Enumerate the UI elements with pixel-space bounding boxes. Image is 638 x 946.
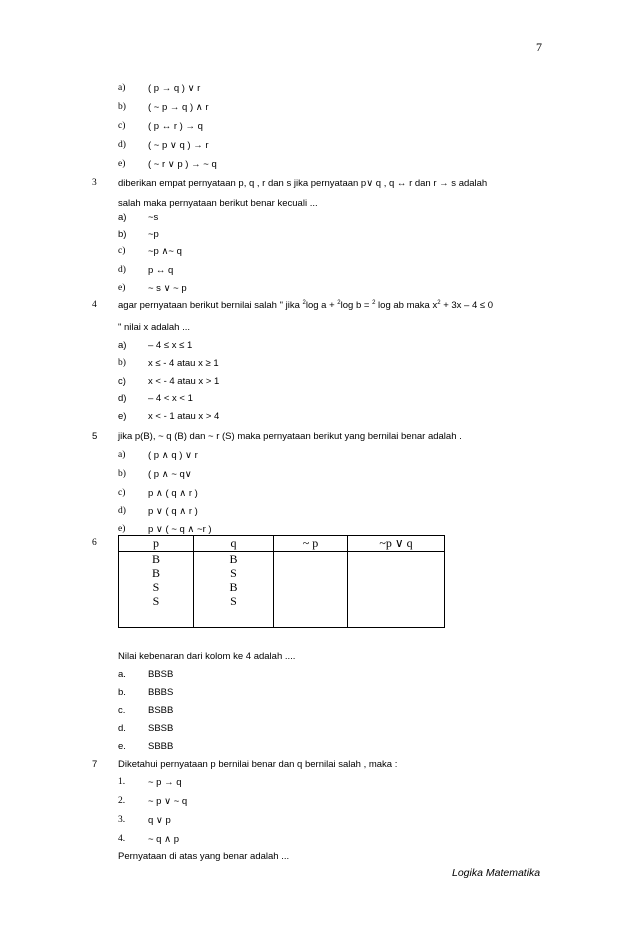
option-text: – 4 < x < 1 <box>148 393 193 404</box>
table-cell-not-p <box>274 552 348 628</box>
table-header: p <box>119 536 194 552</box>
question-number: 7 <box>92 759 98 770</box>
option-text: p ∧ ( q ∧ r ) <box>148 488 198 499</box>
option-label: b. <box>118 687 126 698</box>
option-text: BBSB <box>148 669 174 680</box>
question-number: 3 <box>92 178 97 188</box>
item-label: 3. <box>118 815 126 825</box>
option-label: c) <box>118 246 126 256</box>
option-text: ( p ↔ r ) → q <box>148 121 203 132</box>
option-text: ~p <box>148 229 159 240</box>
question-number: 6 <box>92 538 97 548</box>
option-text: ~s <box>148 212 159 223</box>
cell-value: B <box>229 552 238 566</box>
option-label: d) <box>118 393 127 404</box>
item-text: ~ p → q <box>148 777 182 788</box>
option-text: ~ s ∨ ~ p <box>148 283 187 294</box>
option-label: e) <box>118 283 126 293</box>
question-number: 5 <box>92 431 98 442</box>
option-label: b) <box>118 102 126 112</box>
option-label: c) <box>118 121 126 131</box>
cell-value: S <box>230 594 237 608</box>
option-text: x < - 4 atau x > 1 <box>148 376 220 387</box>
option-label: b) <box>118 358 126 368</box>
option-label: a) <box>118 83 126 93</box>
question-number: 4 <box>92 300 97 310</box>
option-text: p ↔ q <box>148 265 174 276</box>
truth-table <box>118 535 445 628</box>
option-label: d. <box>118 723 126 734</box>
option-label: e) <box>118 524 126 534</box>
cell-value: B <box>229 580 238 594</box>
option-label: c. <box>118 705 126 716</box>
option-label: e. <box>118 741 126 752</box>
cell-value: S <box>230 566 237 580</box>
question-text: Nilai kebenaran dari kolom ke 4 adalah .... <box>118 651 296 662</box>
option-label: e) <box>118 159 126 169</box>
table-header: ~p ∨ q <box>348 536 445 552</box>
option-text: x ≤ - 4 atau x ≥ 1 <box>148 358 219 369</box>
option-label: b) <box>118 229 127 240</box>
table-header: q <box>194 536 274 552</box>
table-header-row <box>119 536 445 552</box>
option-text: – 4 ≤ x ≤ 1 <box>148 340 193 351</box>
option-text: ( p ∧ ~ q∨ <box>148 469 192 480</box>
option-label: e) <box>118 411 127 422</box>
option-text: ( p ∧ q ) ∨ r <box>148 450 198 461</box>
closing-text: Pernyataan di atas yang benar adalah ... <box>118 851 290 862</box>
option-text: BBBS <box>148 687 174 698</box>
table-cell-not-p-or-q <box>348 552 445 628</box>
option-label: d) <box>118 140 126 150</box>
option-label: a. <box>118 669 126 680</box>
question-text: diberikan empat pernyataan p, q , r dan s jika pernyataan p∨ q , q ↔ r dan r → s adalah <box>118 178 488 189</box>
item-label: 2. <box>118 796 126 806</box>
footer-title: Logika Matematika <box>452 867 541 879</box>
option-text: SBBB <box>148 741 174 752</box>
item-text: ~ p ∨ ~ q <box>148 796 188 807</box>
option-text: ( ~ r ∨ p ) → ~ q <box>148 159 217 170</box>
option-text: ( ~ p → q ) ∧ r <box>148 102 209 113</box>
option-text: ( ~ p ∨ q ) → r <box>148 140 209 151</box>
option-label: c) <box>118 488 126 498</box>
option-label: a) <box>118 212 127 223</box>
question-text: salah maka pernyataan berikut benar kecuali ... <box>118 198 318 209</box>
item-label: 1. <box>118 777 126 787</box>
page-number: 7 <box>536 40 542 54</box>
option-label: b) <box>118 469 126 479</box>
option-label: d) <box>118 265 126 275</box>
question-text: agar pernyataan berikut bernilai salah " jika $^2$log a + $^2$log b = $^2$ log ab maka $x^2 + 3x - 4 \le 0$ <box>118 300 494 312</box>
cell-value: S <box>152 580 160 594</box>
cell-value: B <box>151 566 160 580</box>
option-text: p ∨ ( ~ q ∧ ~r ) <box>148 524 212 535</box>
option-label: d) <box>118 506 126 516</box>
option-label: a) <box>118 450 126 460</box>
question-text: Diketahui pernyataan p bernilai benar dan q bernilai salah , maka : <box>118 759 398 770</box>
option-text: ~p ∧~ q <box>148 246 182 257</box>
option-text: x < - 1 atau x > 4 <box>148 411 220 422</box>
item-label: 4. <box>118 834 126 844</box>
question-text: jika p(B), ~ q (B) dan ~ r (S) maka pernyataan berikut yang bernilai benar adalah . <box>118 431 462 442</box>
table-header: ~ p <box>274 536 348 552</box>
item-text: q ∨ p <box>148 815 171 826</box>
question-text: " nilai x adalah ... <box>118 322 191 333</box>
option-text: p ∨ ( q ∧ r ) <box>148 506 198 517</box>
table-cell-q <box>194 552 274 628</box>
option-text: BSBB <box>148 705 174 716</box>
cell-value: S <box>152 594 160 608</box>
table-row <box>119 552 445 628</box>
option-text: ( p → q ) ∨ r <box>148 83 201 94</box>
option-label: a) <box>118 340 127 351</box>
option-label: c) <box>118 376 126 387</box>
item-text: ~ q ∧ p <box>148 834 179 845</box>
cell-value: B <box>151 552 160 566</box>
table-cell-p <box>119 552 194 628</box>
option-text: SBSB <box>148 723 174 734</box>
